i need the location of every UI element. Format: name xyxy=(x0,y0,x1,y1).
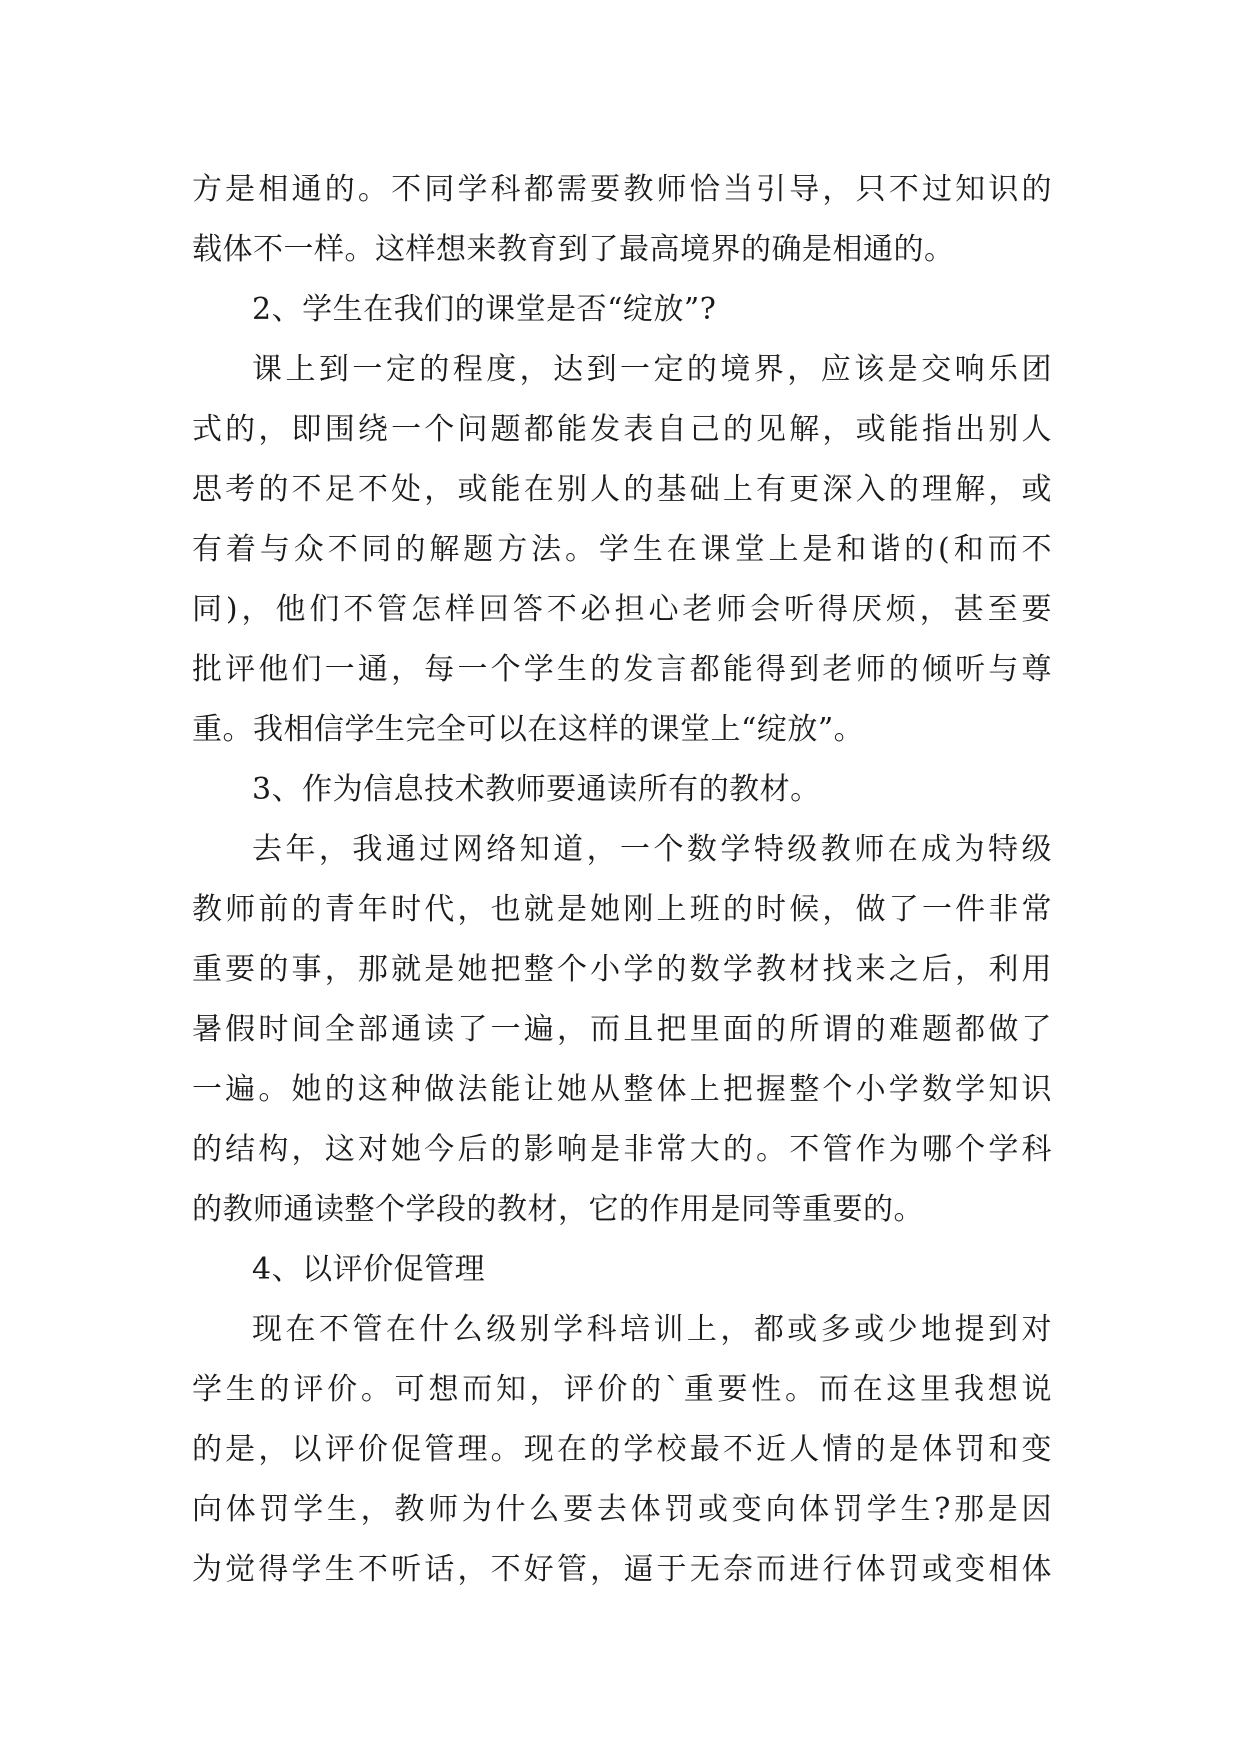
text-line: 课上到一定的程度，达到一定的境界，应该是交响乐团 xyxy=(252,352,1052,387)
text-line: 的结构，这对她今后的影响是非常大的。不管作为哪个学科 xyxy=(192,1132,1052,1167)
text-line: 思考的不足不处，或能在别人的基础上有更深入的理解，或 xyxy=(192,472,1052,507)
text-line: 现在不管在什么级别学科培训上，都或多或少地提到对 xyxy=(252,1312,1052,1347)
text-line: 方是相通的。不同学科都需要教师恰当引导，只不过知识的 xyxy=(192,172,1052,207)
text-line: 式的，即围绕一个问题都能发表自己的见解，或能指出别人 xyxy=(192,412,1052,447)
text-line: 批评他们一通，每一个学生的发言都能得到老师的倾听与尊 xyxy=(192,652,1052,687)
text-line: 有着与众不同的解题方法。学生在课堂上是和谐的(和而不 xyxy=(192,532,1052,567)
text-line: 教师前的青年时代，也就是她刚上班的时候，做了一件非常 xyxy=(192,892,1052,927)
text-line: 去年，我通过网络知道，一个数学特级教师在成为特级 xyxy=(252,832,1052,867)
body-text xyxy=(192,160,1052,1600)
text-line: 学生的评价。可想而知，评价的`重要性。而在这里我想说 xyxy=(192,1372,1052,1407)
text-line: 一遍。她的这种做法能让她从整体上把握整个小学数学知识 xyxy=(192,1072,1052,1107)
text-line: 的教师通读整个学段的教材，它的作用是同等重要的。 xyxy=(192,1192,924,1227)
text-line: 为觉得学生不听话，不好管，逼于无奈而进行体罚或变相体 xyxy=(192,1552,1052,1587)
text-line: 同)，他们不管怎样回答不必担心老师会听得厌烦，甚至要 xyxy=(192,592,1052,627)
section-heading: 4、以评价促管理 xyxy=(252,1252,486,1287)
text-line: 载体不一样。这样想来教育到了最高境界的确是相通的。 xyxy=(192,232,955,267)
text-line: 的是，以评价促管理。现在的学校最不近人情的是体罚和变 xyxy=(192,1432,1052,1467)
text-line: 向体罚学生，教师为什么要去体罚或变向体罚学生?那是因 xyxy=(192,1492,1052,1527)
section-heading: 2、学生在我们的课堂是否“绽放”? xyxy=(252,292,717,327)
text-line: 重要的事，那就是她把整个小学的数学教材找来之后，利用 xyxy=(192,952,1052,987)
text-line: 暑假时间全部通读了一遍，而且把里面的所谓的难题都做了 xyxy=(192,1012,1052,1047)
section-heading: 3、作为信息技术教师要通读所有的教材。 xyxy=(252,772,821,807)
text-line: 重。我相信学生完全可以在这样的课堂上“绽放”。 xyxy=(192,712,865,747)
